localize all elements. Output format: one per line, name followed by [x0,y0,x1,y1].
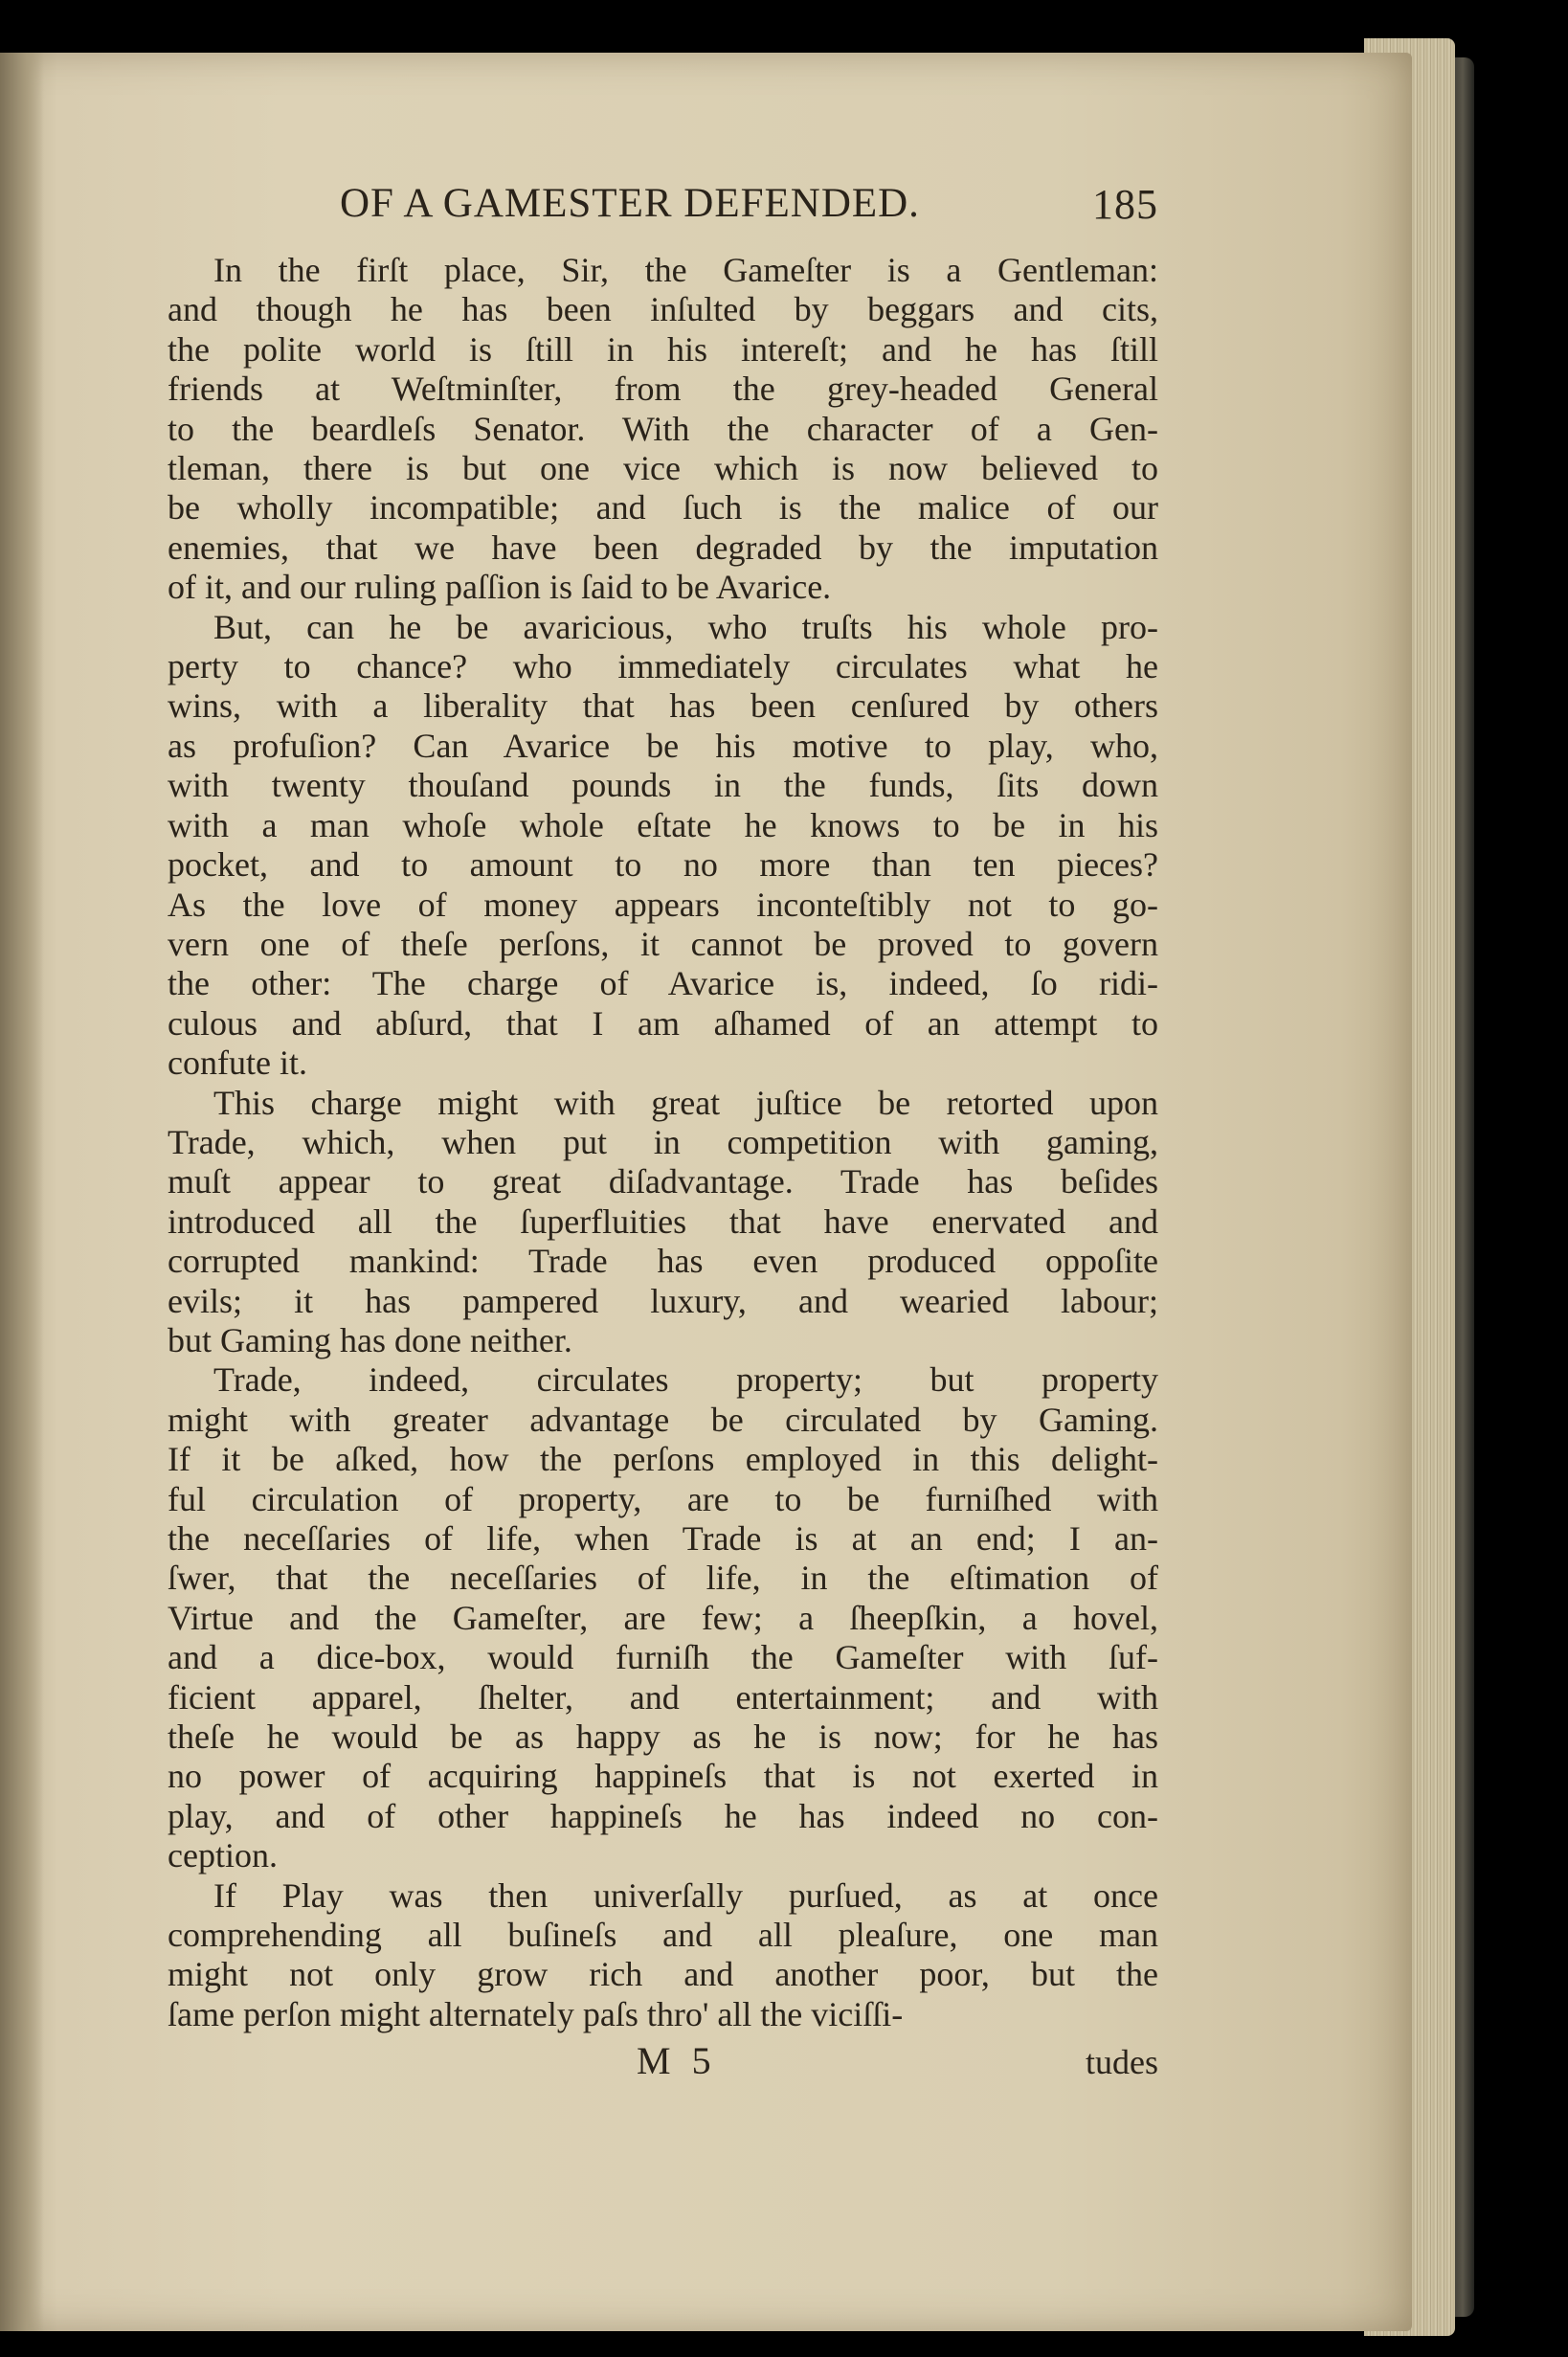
text-line: might not only grow rich and another poor, but the [168,1955,1158,1994]
text-line: the neceſſaries of life, when Trade is at an end; I an- [168,1519,1158,1558]
text-line: ful circulation of property, are to be furniſhed with [168,1479,1158,1518]
text-line: corrupted mankind: Trade has even produced oppoſite [168,1242,1158,1281]
text-line: If it be aſked, how the perſons employed in this delight- [168,1440,1158,1479]
text-line: If Play was then univerſally purſued, as at once [213,1875,1158,1915]
text-line: muſt appear to great diſadvantage. Trade has beſides [168,1162,1158,1201]
page-footer [168,2038,1158,2086]
paragraph [168,1084,1158,1361]
running-head [168,172,1158,230]
body-text [168,251,1158,2034]
text-line: enemies, that we have been degraded by the imputation [168,528,1158,567]
text-line: ception. [168,1836,278,1875]
running-head-title: OF A GAMESTER DEFENDED. [340,181,920,226]
text-line: and a dice-box, would furniſh the Gameſter with ſuf- [168,1638,1158,1677]
signature-mark: M 5 [637,2039,717,2083]
text-line: and though he has been inſulted by beggars and cits, [168,290,1158,329]
text-line: Trade, which, when put in competition with gaming, [168,1122,1158,1161]
text-line: as profuſion? Can Avarice be his motive to play, who, [168,726,1158,765]
catchword: tudes [1086,2043,1158,2082]
page-number: 185 [1092,181,1158,228]
text-line: confute it. [168,1044,307,1083]
text-line: Trade, indeed, circulates property; but property [213,1360,1158,1400]
text-line: wins, with a liberality that has been cenſured by others [168,686,1158,726]
text-line: Virtue and the Gameſter, are few; a ſheepſkin, a hovel, [168,1598,1158,1637]
text-line: ficient apparel, ſhelter, and entertainment; and with [168,1677,1158,1717]
text-line: might with greater advantage be circulated by Gaming. [168,1400,1158,1439]
text-line: introduced all the ſuperfluities that have enervated and [168,1201,1158,1241]
text-line: In the firſt place, Sir, the Gameſter is a Gentleman: [213,251,1158,289]
paragraph [168,251,1158,608]
text-line: of it, and our ruling paſſion is ſaid to be Avarice. [168,568,832,607]
text-line: vern one of theſe perſons, it cannot be proved to govern [168,924,1158,963]
text-line: evils; it has pampered luxury, and wearied labour; [168,1281,1158,1320]
text-line: This charge might with great juſtice be retorted upon [213,1083,1158,1122]
text-line: comprehending all buſineſs and all pleaſure, one man [168,1916,1158,1955]
text-line: be wholly incompatible; and ſuch is the malice of our [168,488,1158,528]
paragraph [168,1876,1158,2035]
paragraph [168,608,1158,1084]
text-line: ſame perſon might alternately paſs thro' all the viciſſi- [168,1994,904,2033]
text-line: theſe he would be as happy as he is now; for he has [168,1717,1158,1757]
text-line: perty to chance? who immediately circulates what he [168,647,1158,686]
text-line: no power of acquiring happineſs that is not exerted in [168,1757,1158,1796]
text-line: tleman, there is but one vice which is now believed to [168,449,1158,488]
page-gutter [0,53,44,2331]
text-line: with twenty thouſand pounds in the funds, ſits down [168,766,1158,805]
text-line: friends at Weſtminſter, from the grey-headed General [168,370,1158,409]
text-line: with a man whoſe whole eſtate he knows to be in his [168,805,1158,844]
text-line: ſwer, that the neceſſaries of life, in the eſtimation of [168,1559,1158,1598]
text-line: As the love of money appears inconteſtibly not to go- [168,885,1158,924]
text-line: play, and of other happineſs he has indeed no con- [168,1796,1158,1835]
text-line: the other: The charge of Avarice is, indeed, ſo ridi- [168,964,1158,1003]
text-line: to the beardleſs Senator. With the character of a Gen- [168,409,1158,448]
text-line: but Gaming has done neither. [168,1320,572,1359]
text-line: culous and abſurd, that I am aſhamed of an attempt to [168,1003,1158,1043]
paragraph [168,1360,1158,1875]
text-line: the polite world is ſtill in his intereſt; and he has ſtill [168,329,1158,369]
text-line: But, can he be avaricious, who truſts his whole pro- [213,607,1158,646]
text-line: pocket, and to amount to no more than ten pieces? [168,845,1158,885]
text-block [168,172,1158,2086]
